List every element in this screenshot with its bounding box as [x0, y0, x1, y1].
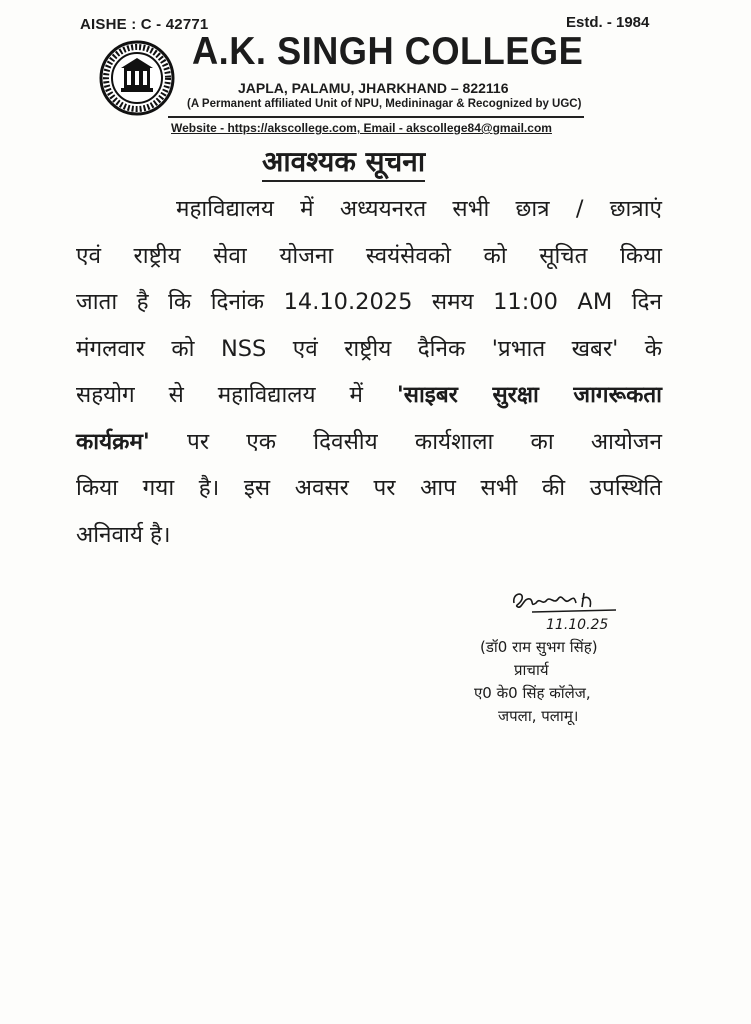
header-divider — [168, 116, 584, 118]
notice-line-3: जाता है कि दिनांक 14.10.2025 समय 11:00 AM दिन — [76, 289, 662, 315]
notice-body — [76, 186, 662, 558]
notice-line-7: किया गया है। इस अवसर पर आप सभी की उपस्थिति — [76, 475, 662, 501]
contact-line: Website - https://akscollege.com, Email - akscollege84@gmail.com — [171, 121, 552, 135]
signatory-designation: प्राचार्य — [514, 661, 549, 679]
signatory-college: ए0 के0 सिंह कॉलेज, — [474, 684, 591, 702]
notice-title: आवश्यक सूचना — [262, 144, 425, 182]
notice-line-4: मंगलवार को NSS एवं राष्ट्रीय दैनिक 'प्रभात खबर' के — [76, 335, 662, 362]
established-year: Estd. - 1984 — [566, 14, 650, 31]
principal-signature — [506, 585, 621, 633]
program-name-part-2: कार्यक्रम' — [76, 428, 150, 455]
college-seal-logo — [99, 40, 175, 116]
notice-line-6 — [76, 419, 662, 466]
college-address: JAPLA, PALAMU, JHARKHAND – 822116 — [238, 80, 509, 96]
signatory-block — [470, 636, 670, 728]
signatory-name: (डॉ0 राम सुभग सिंह) — [480, 638, 598, 656]
signature-date: 11.10.25 — [546, 617, 609, 633]
college-name: A.K. SINGH COLLEGE — [192, 30, 584, 73]
notice-line-8: अनिवार्य है। — [76, 521, 171, 548]
affiliation-note: (A Permanent affiliated Unit of NPU, Medininagar & Recognized by UGC) — [187, 98, 582, 110]
notice-line-5a: सहयोग से महाविद्यालय में — [76, 382, 397, 408]
notice-line-6b: पर एक दिवसीय कार्यशाला का आयोजन — [149, 428, 662, 455]
notice-line-2: एवं राष्ट्रीय सेवा योजना स्वयंसेवको को सूचित किया — [76, 242, 662, 269]
notice-line-5 — [76, 372, 662, 419]
notice-line-1: महाविद्यालय में अध्ययनरत सभी छात्र / छात्राएं — [176, 196, 662, 222]
aishe-code: AISHE : C - 42771 — [80, 16, 209, 33]
program-name-part-1: 'साइबर सुरक्षा जागरूकता — [396, 382, 663, 408]
signatory-place: जपला, पलामू। — [498, 707, 579, 725]
